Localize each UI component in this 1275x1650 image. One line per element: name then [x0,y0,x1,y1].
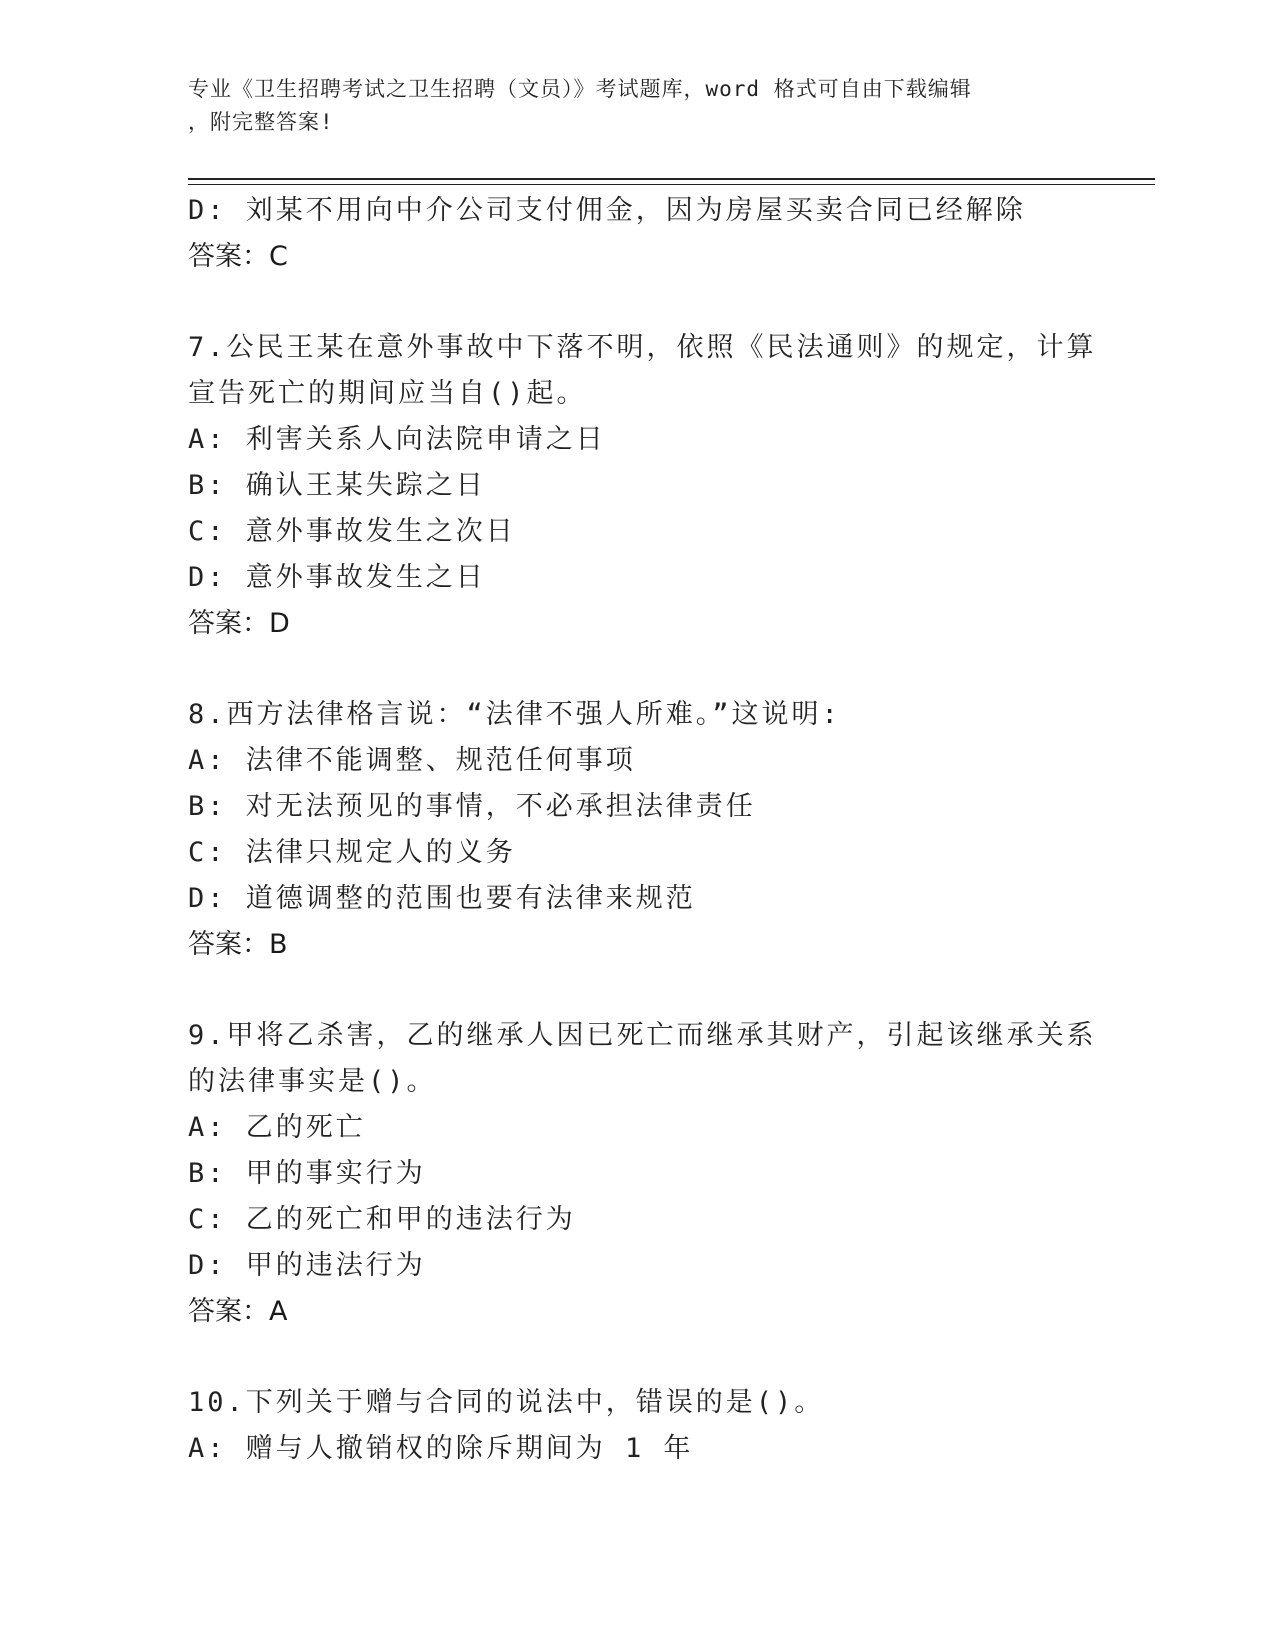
question-stem: 7.公民王某在意外事故中下落不明，依照《民法通则》的规定，计算 [188,332,1097,363]
option-a: A: 利害关系人向法院申请之日 [188,424,606,455]
option-a: A: 乙的死亡 [188,1112,366,1143]
option-b: B: 对无法预见的事情，不必承担法律责任 [188,791,756,822]
option-d: D: 甲的违法行为 [188,1250,426,1281]
question-10 [188,1380,1088,1472]
answer-line: 答案：B [188,929,288,960]
answer-line: 答案：D [188,608,290,639]
document-header [188,73,1068,139]
question-list [188,188,1097,1472]
option-a: A: 法律不能调整、规范任何事项 [188,745,636,776]
question-7 [188,325,1097,647]
option-c: C: 乙的死亡和甲的违法行为 [188,1204,576,1235]
option-c: C: 意外事故发生之次日 [188,516,516,547]
spacer [188,647,1088,692]
header-divider-thin [188,184,1155,185]
option-b: B: 甲的事实行为 [188,1158,426,1189]
question-stem: 9.甲将乙杀害，乙的继承人因已死亡而继承其财产，引起该继承关系 [188,1020,1097,1051]
option-b: B: 确认王某失踪之日 [188,470,486,501]
option-d: D: 刘某不用向中介公司支付佣金，因为房屋买卖合同已经解除 [188,195,1026,226]
option-d: D: 意外事故发生之日 [188,562,486,593]
header-line-1: 专业《卫生招聘考试之卫生招聘（文员）》考试题库，word 格式可自由下载编辑 [188,77,972,101]
option-a: A: 赠与人撤销权的除斥期间为 1 年 [188,1433,694,1464]
question-6-continued [188,188,1088,280]
question-stem: 的法律事实是()。 [188,1066,437,1097]
question-stem: 宣告死亡的期间应当自()起。 [188,378,587,409]
spacer [188,1335,1088,1380]
question-9 [188,1013,1097,1335]
spacer [188,280,1088,325]
option-c: C: 法律只规定人的义务 [188,837,516,868]
answer-line: 答案：C [188,241,288,272]
answer-line: 答案：A [188,1296,288,1327]
option-d: D: 道德调整的范围也要有法律来规范 [188,883,696,914]
spacer [188,968,1088,1013]
header-divider-thick [188,178,1155,180]
header-line-2: ，附完整答案! [188,110,334,134]
question-8 [188,692,1088,968]
question-stem: 10.下列关于赠与合同的说法中，错误的是()。 [188,1387,825,1418]
question-stem: 8.西方法律格言说：“法律不强人所难。”这说明: [188,699,841,730]
